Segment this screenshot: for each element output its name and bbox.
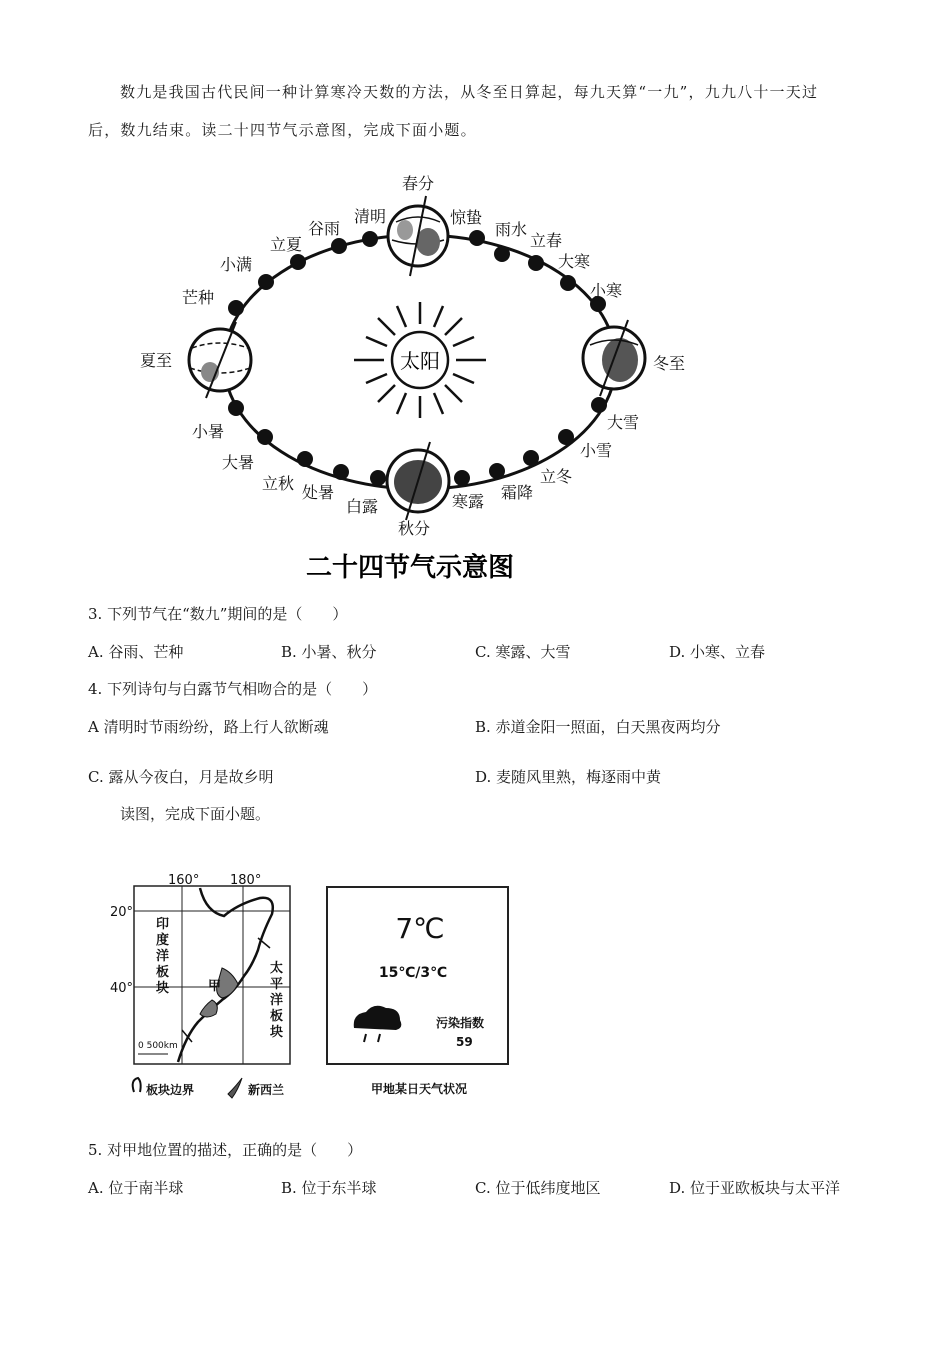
q5-option-d[interactable]: D. 位于亚欧板块与太平洋 — [669, 1179, 841, 1197]
earth-qiufen-icon — [387, 442, 449, 520]
term-yushui: 雨水 — [495, 220, 528, 239]
term-shuangjiang: 霜降 — [501, 483, 534, 502]
map-weather-figure — [0, 840, 950, 1120]
term-daxue: 大雪 — [607, 413, 640, 432]
q5-option-b[interactable]: B. 位于东半球 — [281, 1179, 377, 1197]
map-lon-180: 180° — [230, 873, 262, 888]
weather-temp: 7℃ — [395, 912, 445, 945]
boundary-legend-icon — [133, 1078, 141, 1092]
q4-option-b[interactable]: B. 赤道金阳一照面，白天黑夜两均分 — [475, 718, 721, 736]
plate-left-1: 印 — [156, 917, 170, 932]
q3-option-d[interactable]: D. 小寒、立春 — [669, 643, 766, 661]
term-xiaoxue: 小雪 — [580, 441, 613, 460]
plate-right-1: 太 — [270, 961, 284, 976]
q3-stem: 3. 下列节气在“数九”期间的是（ ） — [88, 605, 348, 623]
q3-option-c[interactable]: C. 寒露、大雪 — [475, 643, 571, 661]
term-xiaohan: 小寒 — [590, 281, 623, 300]
term-guyu: 谷雨 — [308, 219, 341, 238]
earth-chunfen-icon — [388, 196, 448, 276]
q4-stem: 4. 下列诗句与白露节气相吻合的是（ ） — [88, 680, 378, 698]
q3-option-a[interactable]: A. 谷雨、芒种 — [88, 643, 184, 661]
term-xiazhi: 夏至 — [140, 351, 173, 370]
plate-right-5: 块 — [270, 1025, 284, 1040]
term-bailu: 白露 — [346, 497, 379, 516]
term-dahan: 大寒 — [558, 252, 591, 271]
term-lichun: 立春 — [530, 231, 563, 250]
plate-left-5: 块 — [156, 981, 170, 996]
term-dongzhi: 冬至 — [653, 354, 686, 373]
term-lidong: 立冬 — [540, 467, 573, 486]
q3-option-b[interactable]: B. 小暑、秋分 — [281, 643, 377, 661]
term-xiaoman: 小满 — [220, 255, 253, 274]
plate-left-3: 洋 — [156, 949, 170, 964]
q5-stem: 5. 对甲地位置的描述，正确的是（ ） — [88, 1141, 363, 1159]
read-instruction: 读图，完成下面小题。 — [120, 805, 271, 823]
weather-range: 15℃/3℃ — [378, 965, 448, 981]
earth-dongzhi-icon — [583, 320, 645, 396]
q5-option-c[interactable]: C. 位于低纬度地区 — [475, 1179, 601, 1197]
term-chushu: 处暑 — [302, 483, 335, 502]
solar-terms-diagram — [0, 0, 950, 590]
term-liqiu: 立秋 — [262, 474, 295, 493]
rain-cloud-icon — [354, 1006, 402, 1042]
map-scale: 0 500km — [138, 1041, 178, 1051]
legend-boundary: 板块边界 — [146, 1083, 195, 1097]
plate-right-4: 板 — [270, 1009, 284, 1024]
term-hanlu: 寒露 — [452, 492, 485, 511]
term-qiufen: 秋分 — [398, 519, 431, 538]
map-lat-40: 40° — [110, 981, 134, 996]
plate-right-2: 平 — [270, 977, 284, 992]
map-lon-160: 160° — [168, 873, 200, 888]
sun-label: 太阳 — [400, 349, 440, 373]
term-chunfen: 春分 — [402, 174, 435, 193]
term-jingzhe: 惊蛰 — [450, 208, 483, 227]
new-zealand-legend-icon — [228, 1078, 242, 1098]
earth-xiazhi-icon — [189, 322, 251, 398]
weather-caption: 甲地某日天气状况 — [370, 1082, 468, 1096]
plate-left-2: 度 — [156, 933, 170, 948]
plate-right-3: 洋 — [270, 993, 284, 1008]
term-mangzhong: 芒种 — [182, 288, 215, 307]
place-jia: 甲 — [208, 979, 222, 994]
q4-option-d[interactable]: D. 麦随风里熟，梅逐雨中黄 — [475, 768, 662, 786]
intro-line-1: 数九是我国古代民间一种计算寒冷天数的方法，从冬至日算起，每九天算“一九”，九九八十一天过 — [120, 83, 819, 101]
legend-new-zealand: 新西兰 — [248, 1083, 285, 1097]
q5-option-a[interactable]: A. 位于南半球 — [88, 1179, 184, 1197]
plate-left-4: 板 — [156, 965, 170, 980]
term-qingming: 清明 — [354, 207, 387, 226]
diagram-title: 二十四节气示意图 — [305, 553, 515, 583]
term-lixia: 立夏 — [270, 235, 303, 254]
q4-option-a[interactable]: A 清明时节雨纷纷，路上行人欲断魂 — [88, 718, 329, 736]
q4-option-c[interactable]: C. 露从今夜白，月是故乡明 — [88, 768, 274, 786]
term-xiaoshu: 小暑 — [192, 422, 225, 441]
pollution-label: 污染指数 — [436, 1016, 485, 1030]
intro-line-2: 后，数九结束。读二十四节气示意图，完成下面小题。 — [88, 121, 477, 139]
map-lat-20: 20° — [110, 905, 134, 920]
pollution-value: 59 — [456, 1035, 473, 1049]
term-dashu: 大暑 — [222, 453, 255, 472]
